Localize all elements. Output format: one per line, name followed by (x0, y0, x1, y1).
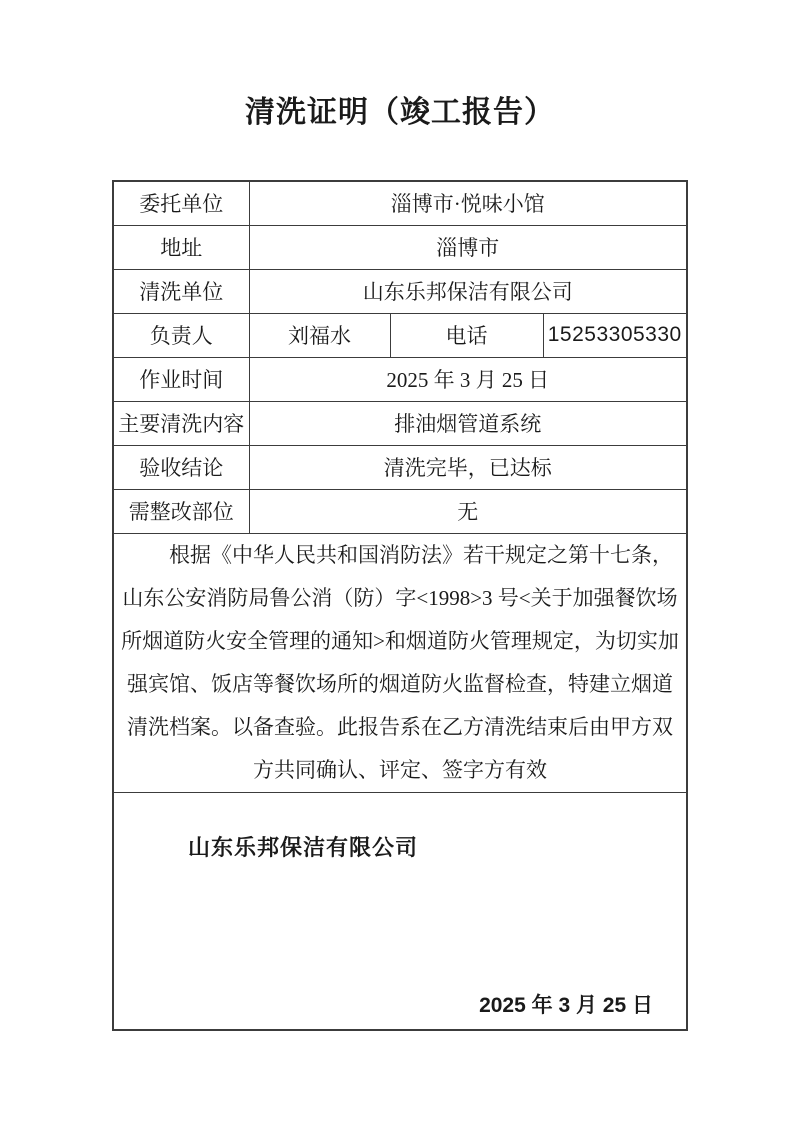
entrusting-unit-value: 淄博市·悦味小馆 (249, 181, 687, 225)
document-title: 清洗证明（竣工报告） (245, 96, 555, 129)
document-page (0, 92, 800, 1131)
phone-label: 电话 (390, 313, 543, 357)
cleaning-content-value: 排油烟管道系统 (249, 401, 687, 445)
cleaning-unit-label: 清洗单位 (113, 269, 249, 313)
table-row-entrusting-unit (113, 181, 687, 225)
rectification-parts-value: 无 (249, 489, 687, 533)
address-value: 淄博市 (249, 225, 687, 269)
person-in-charge-label: 负责人 (113, 313, 249, 357)
notes-text: 根据《中华人民共和国消防法》若干规定之第十七条，山东公安消防局鲁公消（防）字<1998>3 号<关于加强餐饮场所烟道防火安全管理的通知>和烟道防火管理规定，为切实加强宾馆、饭店等餐饮场所的烟道防火监督检查，特建立烟道清洗档案。以备查验。此报告系在乙方清洗结束后由甲方双方共同确认、评定、签字方有效 (121, 542, 679, 782)
table-row-cleaning-unit (113, 269, 687, 313)
table-row-address (113, 225, 687, 269)
table-row-person-in-charge (113, 313, 687, 357)
rectification-parts-label: 需整改部位 (113, 489, 249, 533)
address-label: 地址 (113, 225, 249, 269)
table-row-rectification-parts (113, 489, 687, 533)
signature-date: 2025 年 3 月 25 日 (479, 993, 653, 1017)
notes-cell (113, 533, 687, 792)
table-row-work-date (113, 357, 687, 401)
entrusting-unit-label: 委托单位 (113, 181, 249, 225)
person-in-charge-value: 刘福水 (249, 313, 390, 357)
table-row-notes (113, 533, 687, 792)
acceptance-conclusion-label: 验收结论 (113, 445, 249, 489)
phone-value: 15253305330 (543, 313, 687, 357)
work-date-value: 2025 年 3 月 25 日 (249, 357, 687, 401)
cleaning-content-label: 主要清洗内容 (113, 401, 249, 445)
cleaning-unit-value: 山东乐邦保洁有限公司 (249, 269, 687, 313)
signature-company: 山东乐邦保洁有限公司 (188, 834, 419, 860)
table-row-signature (113, 792, 687, 1030)
signature-cell (113, 792, 687, 1030)
table-row-acceptance-conclusion (113, 445, 687, 489)
work-date-label: 作业时间 (113, 357, 249, 401)
table-row-cleaning-content (113, 401, 687, 445)
acceptance-conclusion-value: 清洗完毕，已达标 (249, 445, 687, 489)
report-table (112, 180, 688, 1031)
